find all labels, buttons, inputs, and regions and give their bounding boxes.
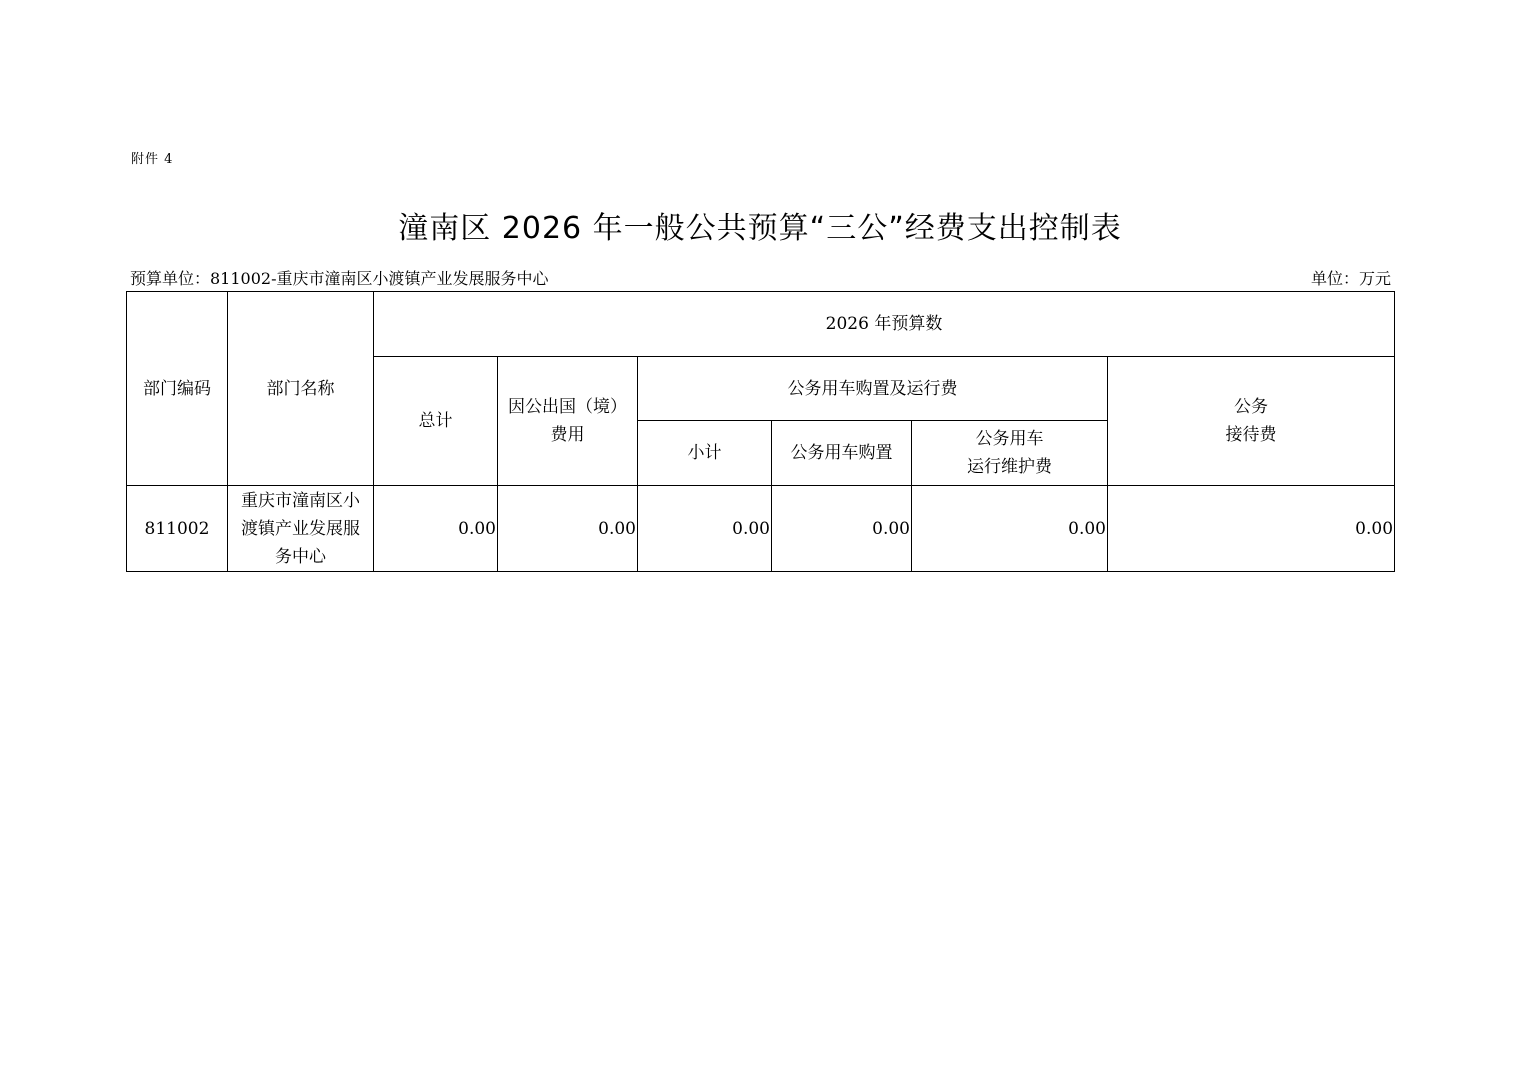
header-budget-year: 2026 年预算数 — [374, 292, 1395, 357]
cell-dept-name-line1: 重庆市潼南区小 — [241, 490, 360, 511]
page-title: 潼南区 2026 年一般公共预算“三公”经费支出控制表 — [398, 211, 1122, 246]
cell-abroad: 0.00 — [498, 486, 638, 572]
header-abroad-line1: 因公出国（境） — [508, 397, 627, 417]
budget-unit-label: 预算单位：811002-重庆市潼南区小渡镇产业发展服务中心 — [130, 269, 549, 288]
cell-dept-name-line2: 渡镇产业发展服 — [241, 518, 360, 539]
header-abroad — [498, 357, 638, 486]
cell-subtotal: 0.00 — [638, 486, 772, 572]
header-abroad-line2: 费用 — [550, 425, 585, 445]
currency-unit-label: 单位：万元 — [1310, 269, 1391, 288]
cell-vehicle-operation: 0.00 — [912, 486, 1108, 572]
header-vehicle-group: 公务用车购置及运行费 — [638, 357, 1108, 421]
table-row — [127, 486, 1395, 572]
header-vehicle-operation — [912, 421, 1108, 486]
cell-dept-name-line3: 务中心 — [275, 546, 326, 567]
cell-total: 0.00 — [374, 486, 498, 572]
header-row-1 — [127, 292, 1395, 357]
header-vehicle-operation-line2: 运行维护费 — [967, 457, 1052, 477]
cell-dept-name — [228, 486, 374, 572]
cell-dept-code: 811002 — [127, 486, 228, 572]
header-total: 总计 — [374, 357, 498, 486]
header-reception — [1108, 357, 1395, 486]
header-vehicle-purchase: 公务用车购置 — [772, 421, 912, 486]
budget-table — [126, 291, 1395, 572]
cell-vehicle-purchase: 0.00 — [772, 486, 912, 572]
attachment-label: 附件 4 — [131, 152, 174, 167]
header-dept-name: 部门名称 — [228, 292, 374, 486]
header-reception-line1: 公务 — [1234, 397, 1268, 417]
header-dept-code: 部门编码 — [127, 292, 228, 486]
cell-reception: 0.00 — [1108, 486, 1395, 572]
header-vehicle-operation-line1: 公务用车 — [975, 429, 1044, 449]
header-reception-line2: 接待费 — [1225, 425, 1277, 445]
header-subtotal: 小计 — [638, 421, 772, 486]
